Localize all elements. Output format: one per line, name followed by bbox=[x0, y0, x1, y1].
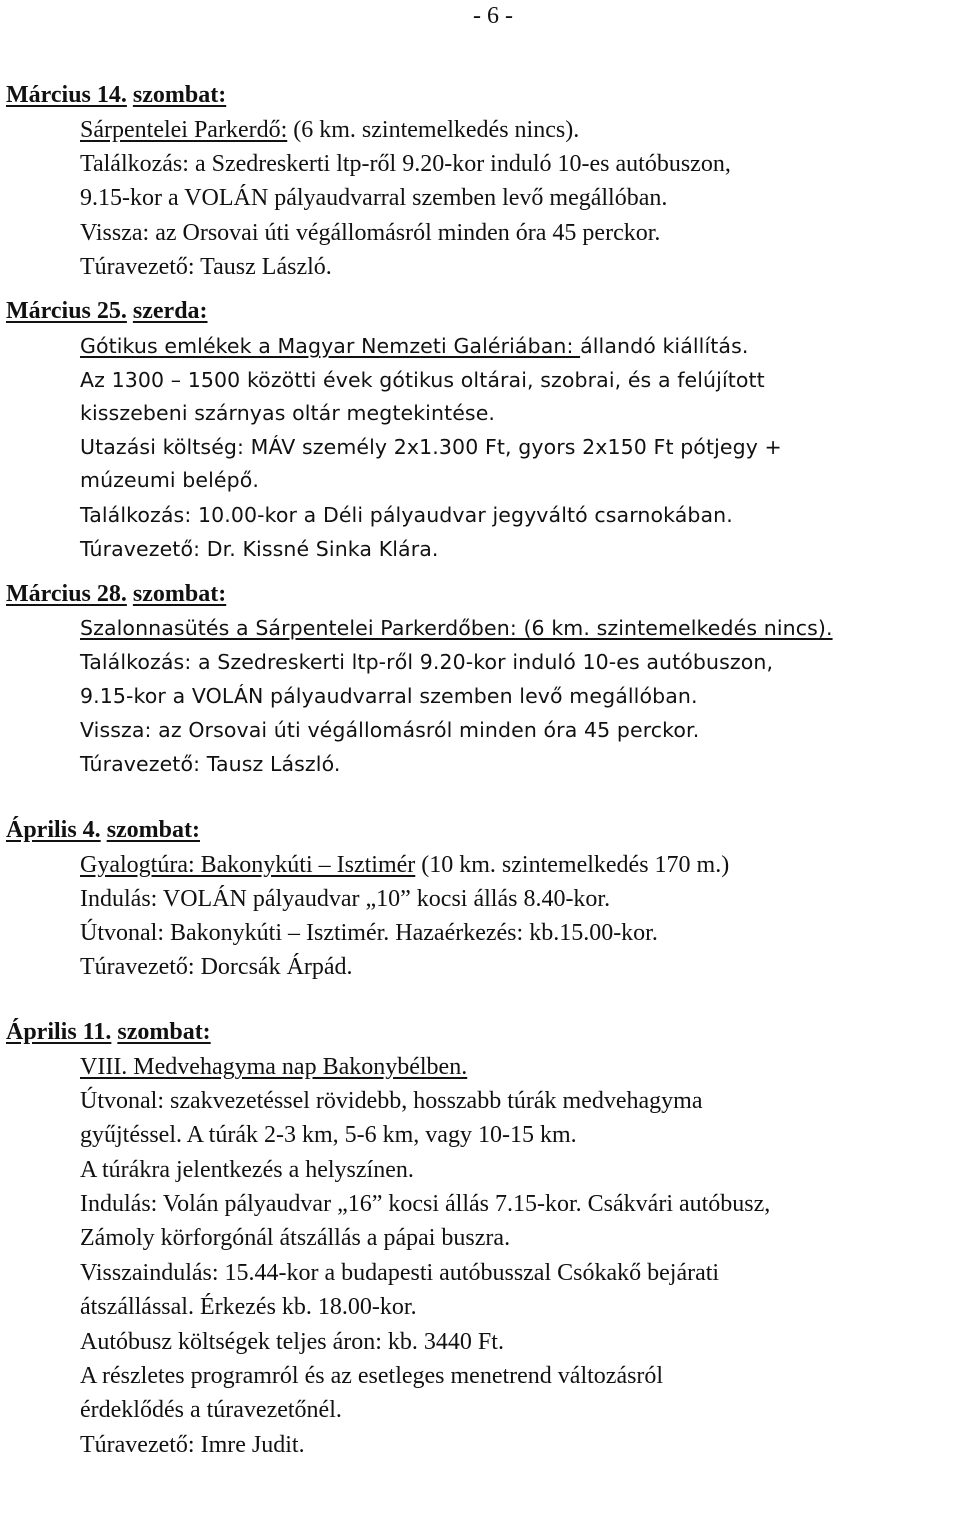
event-heading bbox=[6, 580, 226, 608]
event-guide: Túravezető: Tausz László. bbox=[80, 752, 341, 776]
event-heading bbox=[6, 1018, 211, 1046]
event-line: 9.15-kor a VOLÁN pályaudvarral szemben levő megállóban. bbox=[80, 185, 668, 211]
event-line: Autóbusz költségek teljes áron: kb. 3440 Ft. bbox=[80, 1329, 504, 1355]
event-day: szombat: bbox=[132, 82, 227, 108]
event-line: A részletes programról és az esetleges menetrend változásról bbox=[80, 1363, 664, 1389]
event-line: Vissza: az Orsovai úti végállomásról minden óra 45 perckor. bbox=[80, 220, 661, 246]
event-title: VIII. Medvehagyma nap Bakonybélben. bbox=[80, 1054, 468, 1080]
event-date: Március 28. bbox=[6, 581, 127, 607]
event-line: Találkozás: a Szedreskerti ltp-ről 9.20-kor induló 10-es autóbuszon, bbox=[80, 151, 731, 177]
event-date: Március 14. bbox=[6, 82, 127, 108]
event-line: A túrákra jelentkezés a helyszínen. bbox=[80, 1157, 414, 1183]
event-day: szombat: bbox=[106, 817, 201, 843]
event-line: Vissza: az Orsovai úti végállomásról minden óra 45 perckor. bbox=[80, 718, 700, 742]
event-line: érdeklődés a túravezetőnél. bbox=[80, 1397, 342, 1423]
event-line: Utazási költség: MÁV személy 2x1.300 Ft, gyors 2x150 Ft pótjegy + bbox=[80, 435, 782, 459]
event-line: gyűjtéssel. A túrák 2-3 km, 5-6 km, vagy 10-15 km. bbox=[80, 1122, 577, 1148]
event-line: Zámoly körforgónál átszállás a pápai buszra. bbox=[80, 1225, 511, 1251]
event-title-detail: (10 km. szintemelkedés 170 m.) bbox=[415, 852, 730, 878]
event-line: átszállással. Érkezés kb. 18.00-kor. bbox=[80, 1294, 417, 1320]
event-date: Április 4. bbox=[6, 817, 101, 843]
event-guide: Túravezető: Imre Judit. bbox=[80, 1432, 305, 1458]
event-line: Visszaindulás: 15.44-kor a budapesti autóbusszal Csókakő bejárati bbox=[80, 1260, 720, 1286]
event-line: Indulás: Volán pályaudvar „16” kocsi állás 7.15-kor. Csákvári autóbusz, bbox=[80, 1191, 771, 1217]
event-guide: Túravezető: Dr. Kissné Sinka Klára. bbox=[80, 537, 439, 561]
event-title: Gyalogtúra: Bakonykúti – Isztimér bbox=[80, 852, 416, 878]
event-date: Március 25. bbox=[6, 298, 127, 324]
event-line: Útvonal: Bakonykúti – Isztimér. Hazaérkezés: kb.15.00-kor. bbox=[80, 920, 658, 946]
event-heading bbox=[6, 81, 226, 109]
event-title: Gótikus emlékek a Magyar Nemzeti Galériában: bbox=[80, 334, 581, 358]
event-date: Április 11. bbox=[6, 1019, 112, 1045]
event-guide: Túravezető: Tausz László. bbox=[80, 254, 332, 280]
event-line: múzeumi belépő. bbox=[80, 468, 260, 492]
event-title-detail: (6 km. szintemelkedés nincs). bbox=[287, 117, 580, 143]
event-day: szerda: bbox=[132, 298, 208, 324]
event-line: Találkozás: a Szedreskerti ltp-ről 9.20-kor induló 10-es autóbuszon, bbox=[80, 650, 774, 674]
event-day: szombat: bbox=[132, 581, 227, 607]
event-title: Szalonnasütés a Sárpentelei Parkerdőben: (6 km. szintemelkedés nincs). bbox=[80, 616, 833, 640]
event-heading bbox=[6, 297, 208, 325]
event-heading bbox=[6, 816, 200, 844]
event-title-line bbox=[80, 614, 833, 642]
event-title-line bbox=[80, 332, 748, 360]
event-title-line bbox=[80, 116, 579, 144]
event-line: Útvonal: szakvezetéssel rövidebb, hosszabb túrák medvehagyma bbox=[80, 1088, 703, 1114]
event-title-line bbox=[80, 851, 729, 879]
event-day: szombat: bbox=[117, 1019, 211, 1045]
event-line: Az 1300 – 1500 közötti évek gótikus oltárai, szobrai, és a felújított bbox=[80, 368, 765, 392]
page-number: - 6 - bbox=[473, 3, 513, 29]
event-line: 9.15-kor a VOLÁN pályaudvarral szemben levő megállóban. bbox=[80, 684, 698, 708]
event-title-detail: állandó kiállítás. bbox=[580, 334, 749, 358]
event-guide: Túravezető: Dorcsák Árpád. bbox=[80, 954, 353, 980]
event-title: Sárpentelei Parkerdő: bbox=[80, 117, 288, 143]
event-title-line bbox=[80, 1053, 467, 1081]
event-line: Találkozás: 10.00-kor a Déli pályaudvar jegyváltó csarnokában. bbox=[80, 503, 733, 527]
event-line: kisszebeni szárnyas oltár megtekintése. bbox=[80, 401, 496, 425]
event-line: Indulás: VOLÁN pályaudvar „10” kocsi állás 8.40-kor. bbox=[80, 886, 611, 912]
